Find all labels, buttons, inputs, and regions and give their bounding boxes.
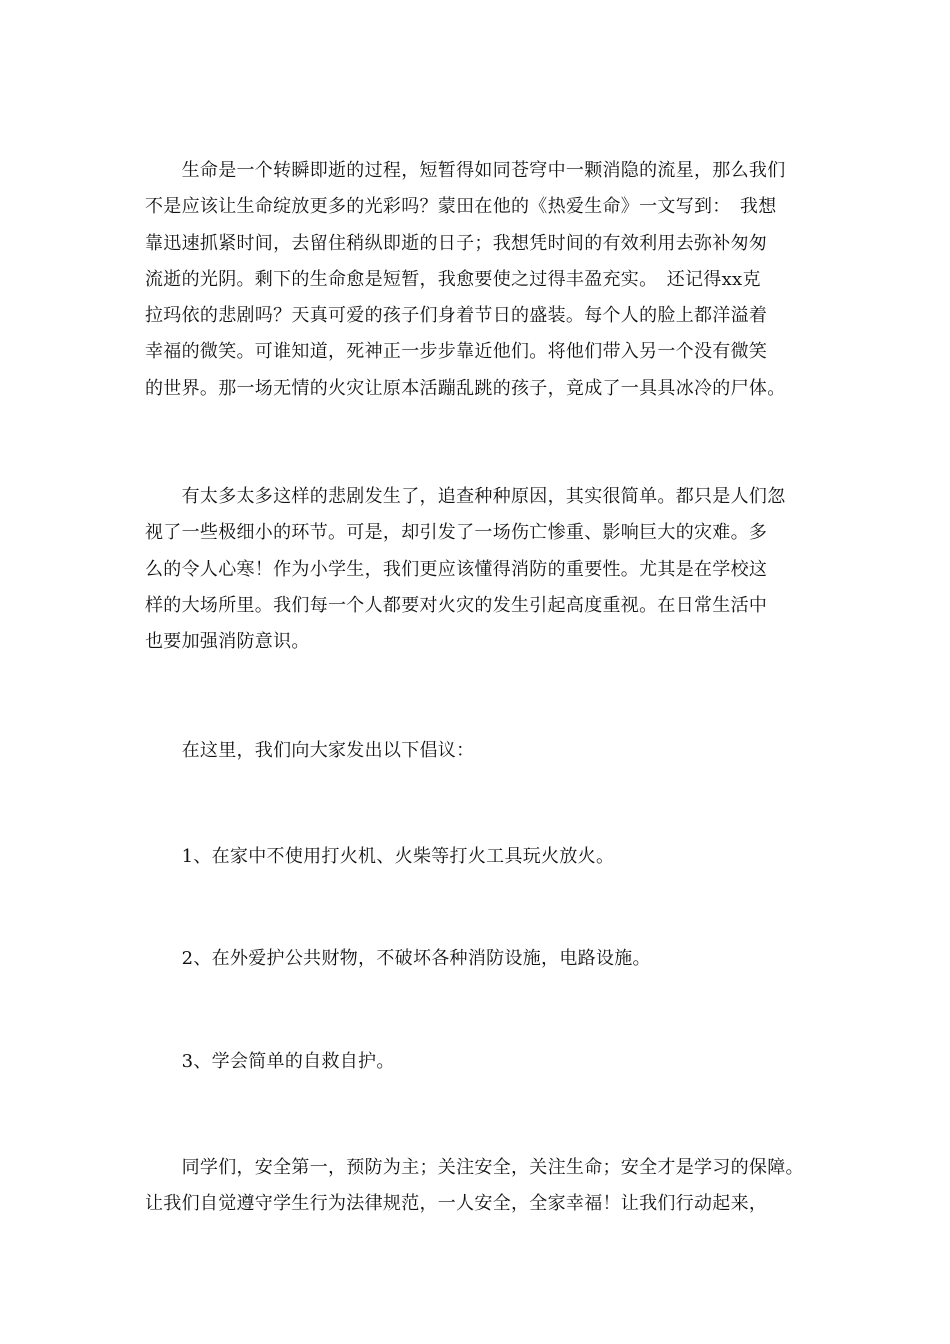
text-line: 流逝的光阴。剩下的生命愈是短暂，我愈要使之过得丰盈充实。 还记得xx克 — [145, 268, 761, 290]
text-line: 在这里，我们向大家发出以下倡议： — [145, 740, 475, 761]
text-line: 视了一些极细小的环节。可是，却引发了一场伤亡惨重、影响巨大的灾难。多 — [145, 522, 768, 544]
text-line: 2、在外爱护公共财物，不破坏各种消防设施，电路设施。 — [145, 948, 651, 969]
text-line: 有太多太多这样的悲剧发生了，追查种种原因，其实很简单。都只是人们忽 — [145, 486, 786, 507]
paragraph-proposal-intro — [145, 733, 815, 769]
text-line: 3、学会简单的自救自护。 — [145, 1051, 395, 1072]
text-line: 也要加强消防意识。 — [145, 631, 310, 653]
text-line: 不是应该让生命绽放更多的光彩吗？蒙田在他的《热爱生命》一文写到： 我想 — [145, 196, 777, 218]
text-line: 靠迅速抓紧时间，去留住稍纵即逝的日子；我想凭时间的有效利用去弥补匆匆 — [145, 232, 768, 254]
proposal-item-1 — [145, 839, 815, 875]
paragraph-life-brevity — [145, 153, 815, 407]
text-line: 1、在家中不使用打火机、火柴等打火工具玩火放火。 — [145, 846, 615, 867]
paragraph-closing-call — [145, 1150, 815, 1223]
text-line: 的世界。那一场无情的火灾让原本活蹦乱跳的孩子，竟成了一具具冰冷的尸体。 — [145, 377, 786, 399]
text-line: 生命是一个转瞬即逝的过程，短暂得如同苍穹中一颗消隐的流星，那么我们 — [145, 160, 786, 181]
proposal-item-3 — [145, 1044, 815, 1080]
text-line: 么的令人心寒！作为小学生，我们更应该懂得消防的重要性。尤其是在学校这 — [145, 558, 768, 580]
proposal-item-2 — [145, 941, 815, 977]
text-line: 样的大场所里。我们每一个人都要对火灾的发生引起高度重视。在日常生活中 — [145, 594, 768, 616]
text-line: 同学们，安全第一，预防为主；关注安全，关注生命；安全才是学习的保障。 — [145, 1157, 804, 1178]
text-line: 拉玛依的悲剧吗？天真可爱的孩子们身着节日的盛装。每个人的脸上都洋溢着 — [145, 305, 768, 327]
paragraph-fire-safety-awareness — [145, 479, 815, 660]
text-line: 让我们自觉遵守学生行为法律规范，一人安全，全家幸福！让我们行动起来， — [145, 1193, 768, 1215]
text-line: 幸福的微笑。可谁知道，死神正一步步靠近他们。将他们带入另一个没有微笑 — [145, 341, 768, 363]
